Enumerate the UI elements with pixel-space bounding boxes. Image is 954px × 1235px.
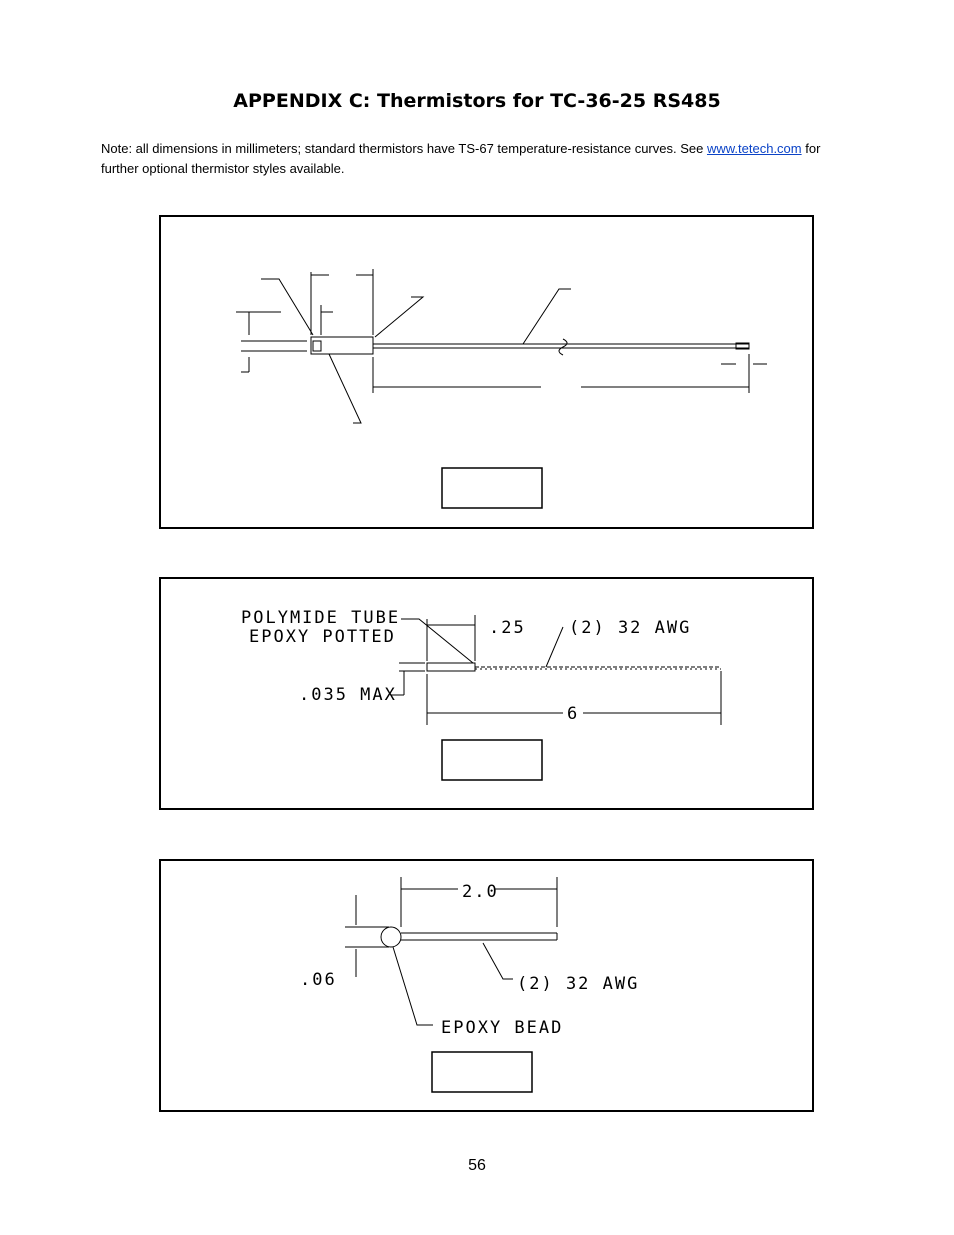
page-title: APPENDIX C: Thermistors for TC-36-25 RS485: [233, 90, 721, 112]
figure-1-drawing: [161, 217, 812, 527]
tetech-link[interactable]: www.tetech.com: [706, 141, 802, 156]
epoxy-bead: [381, 927, 401, 947]
figure-2-drawing: [161, 579, 812, 808]
polymide-tube: [427, 663, 475, 671]
page-number: 56: [468, 1157, 486, 1174]
label-box: [442, 468, 542, 508]
dim-total-length: 6: [567, 704, 580, 724]
figure-3-drawing: [161, 861, 812, 1110]
bead-label: EPOXY BEAD: [441, 1018, 564, 1038]
dim-diameter: .06: [300, 970, 337, 990]
tube-label-line-1: POLYMIDE TUBE: [241, 608, 401, 628]
dim-tube-length: .25: [489, 618, 526, 638]
dim-diameter: .035 MAX: [299, 685, 397, 705]
wire-label: (2) 32 AWG: [569, 618, 692, 638]
note-text-after: for further optional thermistor styles available.: [101, 141, 821, 176]
wire-label: (2) 32 AWG: [517, 974, 640, 994]
note-paragraph: [101, 139, 821, 179]
dim-length: 2.0: [462, 882, 499, 902]
tube-label-line-2: EPOXY POTTED: [249, 627, 396, 647]
label-box: [442, 740, 542, 780]
figure-3-epoxy-bead: [159, 859, 814, 1112]
note-text-before: Note: all dimensions in millimeters; standard thermistors have TS-67 temperature-resistance curves. See: [101, 141, 707, 156]
break-mark: [559, 339, 567, 355]
label-box: [432, 1052, 532, 1092]
figure-1-thermistor-tube: [159, 215, 814, 529]
figure-2-polymide-tube: [159, 577, 814, 810]
